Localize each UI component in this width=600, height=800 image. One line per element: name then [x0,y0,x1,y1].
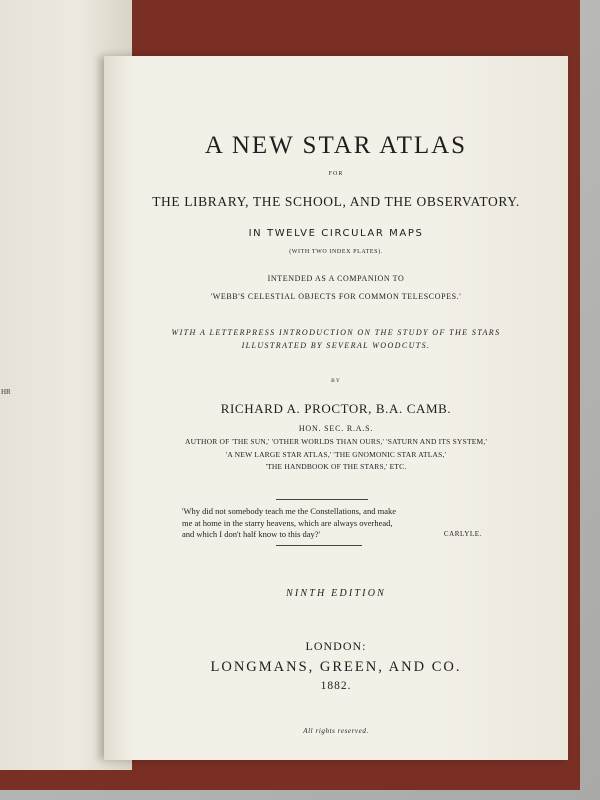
book-subtitle: THE LIBRARY, THE SCHOOL, AND THE OBSERVATORY. [152,194,520,209]
by-text: BY [331,378,341,384]
publication-year: 1882. [320,680,352,692]
companion-line-2: 'WEBB'S CELESTIAL OBJECTS FOR COMMON TELESCOPES.' [210,292,462,301]
rights-notice: All rights reserved. [303,727,369,735]
letterpress-line-2: ILLUSTRATED BY SEVERAL WOODCUTS. [241,341,431,350]
for-text: FOR [328,171,344,177]
edition-text: NINTH EDITION [286,588,386,599]
epigraph [182,506,482,541]
title-page [104,56,568,760]
quote-line-3: and which I don't half know to this day?' [182,529,321,539]
companion-line-1: INTENDED AS A COMPANION TO [267,274,405,283]
quote-line-1: 'Why did not somebody teach me the Constellations, and make [182,506,396,516]
quote-line-2: me at home in the starry heavens, which are always overhead, [182,517,393,528]
quote-rule-top [276,499,368,500]
author-title: HON. SEC. R.A.S. [298,424,374,433]
letterpress-line-1: WITH A LETTERPRESS INTRODUCTION ON THE STUDY OF THE STARS [171,328,501,337]
left-page-text: HR [1,388,11,396]
quote-rule-bottom [276,545,362,546]
publisher-city: LONDON: [305,639,367,653]
author-works-line-1: AUTHOR OF 'THE SUN,' 'OTHER WORLDS THAN OURS,' 'SATURN AND ITS SYSTEM,' [184,437,488,446]
author-name: RICHARD A. PROCTOR, B.A. CAMB. [220,401,452,416]
quote-author: CARLYLE. [443,530,482,538]
author-works-line-2: 'A NEW LARGE STAR ATLAS,' 'THE GNOMONIC STAR ATLAS,' [225,450,447,459]
maps-text: IN TWELVE CIRCULAR MAPS [248,228,424,239]
index-plates-text: (WITH TWO INDEX PLATES). [289,249,383,255]
publisher-name: LONGMANS, GREEN, AND CO. [210,659,462,675]
book-title: A NEW STAR ATLAS [204,132,468,159]
author-works-line-3: 'THE HANDBOOK OF THE STARS,' ETC. [265,462,407,471]
